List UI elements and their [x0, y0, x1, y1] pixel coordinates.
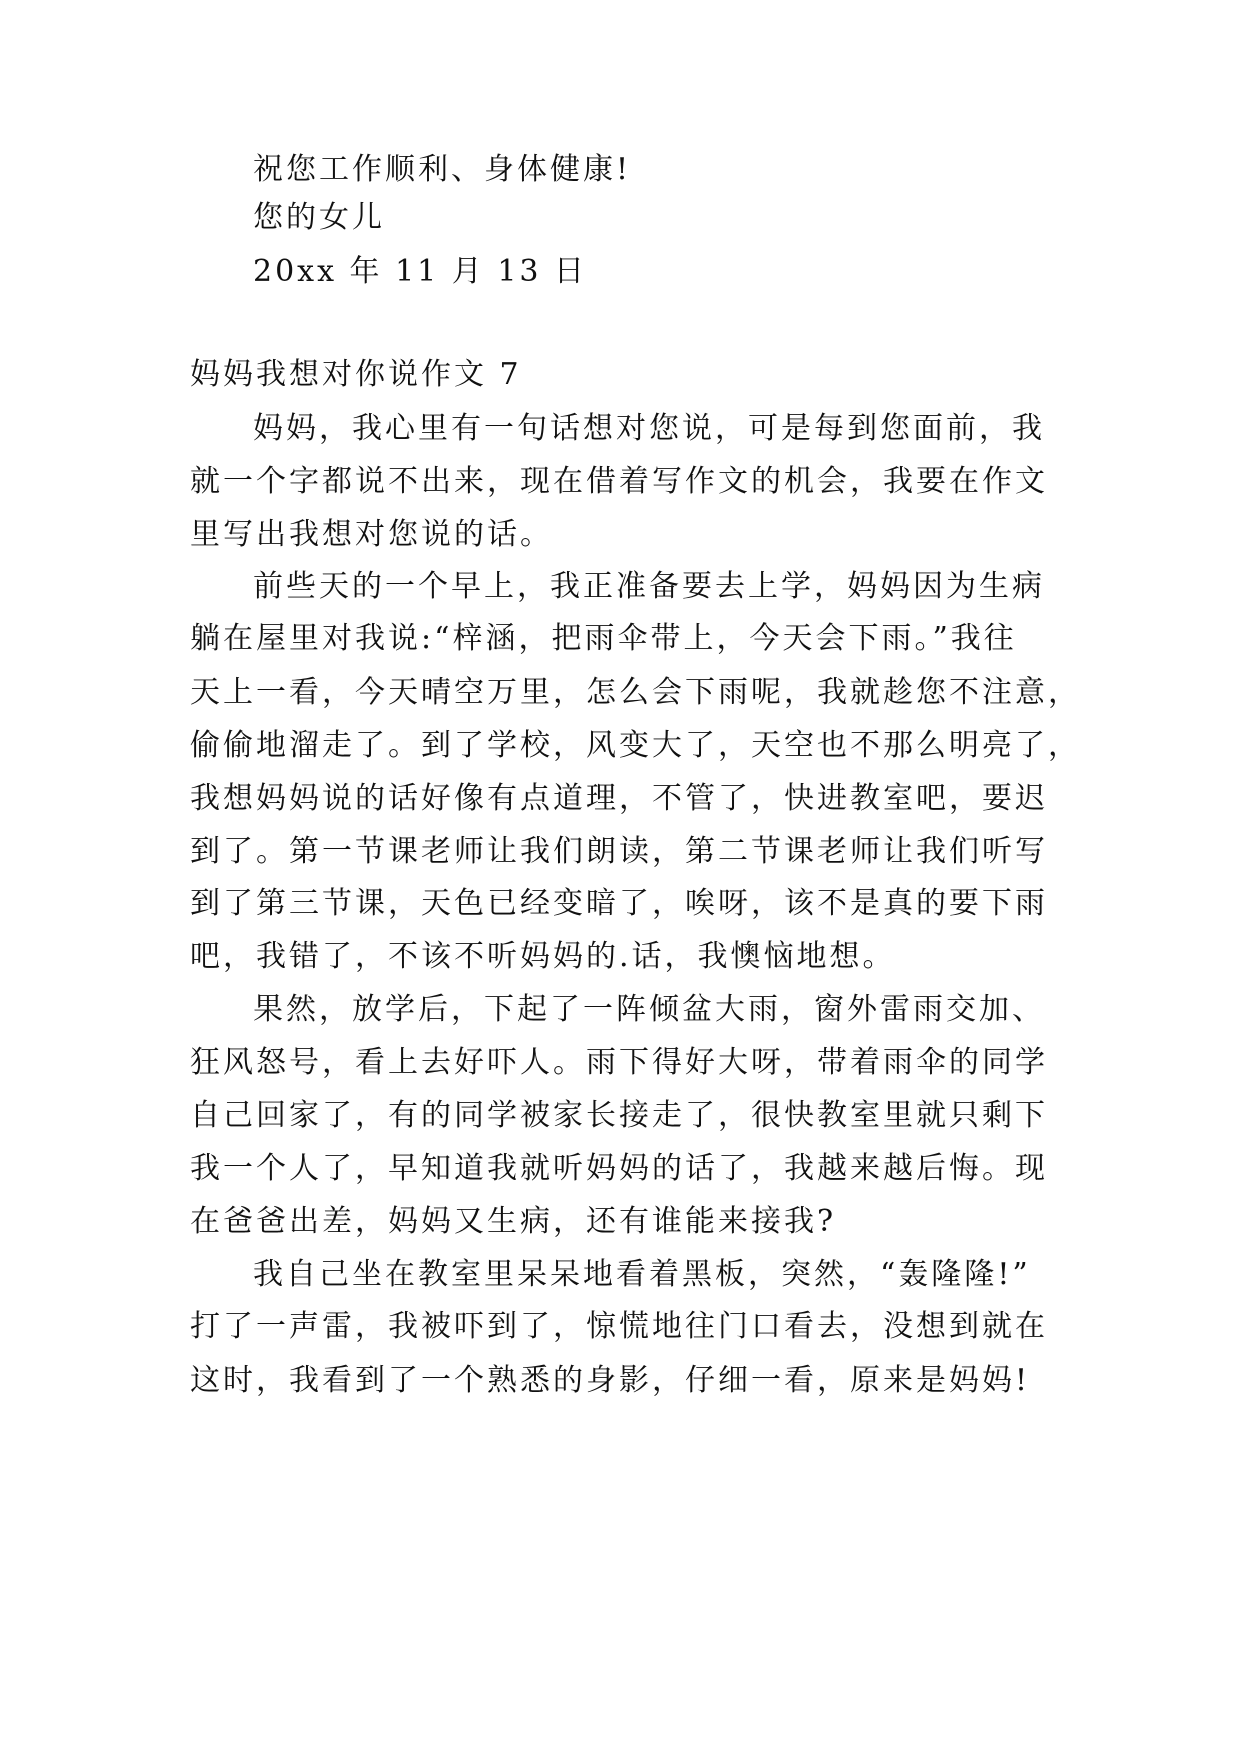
- essay-line: 自己回家了，有的同学被家长接走了，很快教室里就只剩下: [190, 1098, 1048, 1133]
- essay-line: 在爸爸出差，妈妈又生病，还有谁能来接我?: [190, 1204, 837, 1239]
- essay-line: 果然，放学后，下起了一阵倾盆大雨，窗外雷雨交加、: [253, 992, 1045, 1027]
- essay-line: 吧，我错了，不该不听妈妈的.话，我懊恼地想。: [190, 939, 896, 974]
- essay-line: 这时，我看到了一个熟悉的身影，仔细一看，原来是妈妈!: [190, 1363, 1031, 1398]
- essay-line: 我想妈妈说的话好像有点道理，不管了，快进教室吧，要迟: [190, 781, 1048, 816]
- essay-line: 到了第三节课，天色已经变暗了，唉呀，该不是真的要下雨: [190, 886, 1048, 921]
- essay-line: 里写出我想对您说的话。: [190, 517, 553, 552]
- essay-line: 打了一声雷，我被吓到了，惊慌地往门口看去，没想到就在: [190, 1309, 1048, 1344]
- essay-line: 到了。第一节课老师让我们朗读，第二节课老师让我们听写: [190, 834, 1048, 869]
- essay-line: 偷偷地溜走了。到了学校，风变大了，天空也不那么明亮了，: [190, 728, 1081, 763]
- essay-title: 妈妈我想对你说作文 7: [190, 357, 522, 392]
- essay-line: 妈妈，我心里有一句话想对您说，可是每到您面前，我: [253, 411, 1045, 446]
- closing-signature: 您的女儿: [253, 200, 385, 235]
- closing-date: 20xx 年 11 月 13 日: [253, 254, 588, 289]
- essay-line: 天上一看，今天晴空万里，怎么会下雨呢，我就趁您不注意，: [190, 675, 1081, 710]
- essay-line: 我一个人了，早知道我就听妈妈的话了，我越来越后悔。现: [190, 1151, 1048, 1186]
- essay-line: 躺在屋里对我说:“梓涵，把雨伞带上，今天会下雨。”我往: [190, 621, 1017, 656]
- closing-wish: 祝您工作顺利、身体健康!: [253, 152, 632, 187]
- essay-line: 我自己坐在教室里呆呆地看着黑板，突然，“轰隆隆!”: [253, 1257, 1031, 1292]
- essay-line: 就一个字都说不出来，现在借着写作文的机会，我要在作文: [190, 464, 1048, 499]
- essay-line: 前些天的一个早上，我正准备要去上学，妈妈因为生病: [253, 569, 1045, 604]
- essay-line: 狂风怒号，看上去好吓人。雨下得好大呀，带着雨伞的同学: [190, 1045, 1048, 1080]
